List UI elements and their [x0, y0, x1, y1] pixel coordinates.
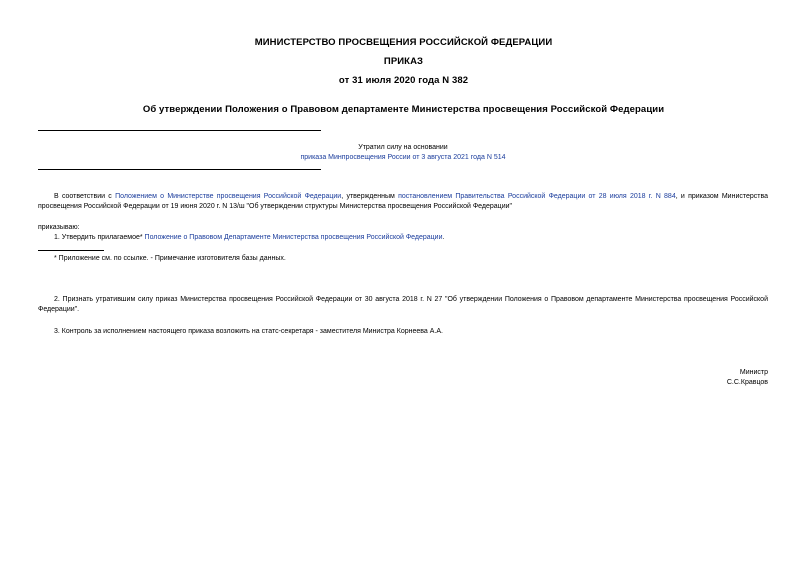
item-2: 2. Признать утратившим силу приказ Министерства просвещения Российской Федерации от 30 августа 2018 г. N 27 "Об утверждении Положения о Правовом департаменте Министерства просвещения Российской Федерации".: [38, 296, 768, 313]
item-1: [54, 233, 768, 243]
status-note-text: Утратил силу на основании: [358, 144, 448, 151]
doc-type-heading: ПРИКАЗ: [383, 56, 424, 67]
department-regulation-link[interactable]: Положение о Правовом Департаменте Министерства просвещения Российской Федерации: [144, 234, 443, 241]
government-decree-link[interactable]: постановлением Правительства Российской Федерации от 28 июля 2018 г. N 884: [398, 193, 676, 200]
preamble-text-2: , утвержденным: [341, 193, 399, 200]
document-title: Об утверждении Положения о Правовом департаменте Министерства просвещения Российской Федерации: [142, 104, 665, 115]
item-1-end: .: [442, 234, 445, 241]
signature-role: Министр: [739, 369, 768, 376]
date-number-heading: от 31 июля 2020 года N 382: [338, 75, 469, 86]
ministry-regulation-link[interactable]: Положением о Министерстве просвещения Российской Федерации: [115, 193, 342, 200]
footnote-rule: [38, 250, 104, 251]
item-3: 3. Контроль за исполнением настоящего приказа возложить на статс-секретаря - заместителя Министра Корнеева А.А.: [54, 328, 443, 335]
order-word: приказываю:: [38, 224, 80, 231]
preamble-paragraph: [38, 192, 768, 212]
item-1-text: 1. Утвердить прилагаемое*: [54, 234, 145, 241]
preamble-text-3: , и приказом Министерства просвещения Российской Федерации от 19 июня 2020 г. N 13/ш "Об утверждении структуры Министерства просвещения Российской Федерации": [38, 193, 769, 210]
footnote: * Приложение см. по ссылке. - Примечание изготовителя базы данных.: [54, 255, 286, 262]
preamble-text-1: В соответствии с: [54, 193, 116, 200]
bottom-rule: [38, 169, 321, 170]
signature-name: С.С.Кравцов: [726, 379, 768, 386]
repeal-order-link[interactable]: приказа Минпросвещения России от 3 августа 2021 года N 514: [300, 154, 506, 161]
ministry-heading: МИНИСТЕРСТВО ПРОСВЕЩЕНИЯ РОССИЙСКОЙ ФЕДЕРАЦИИ: [254, 37, 553, 48]
top-rule: [38, 130, 321, 131]
